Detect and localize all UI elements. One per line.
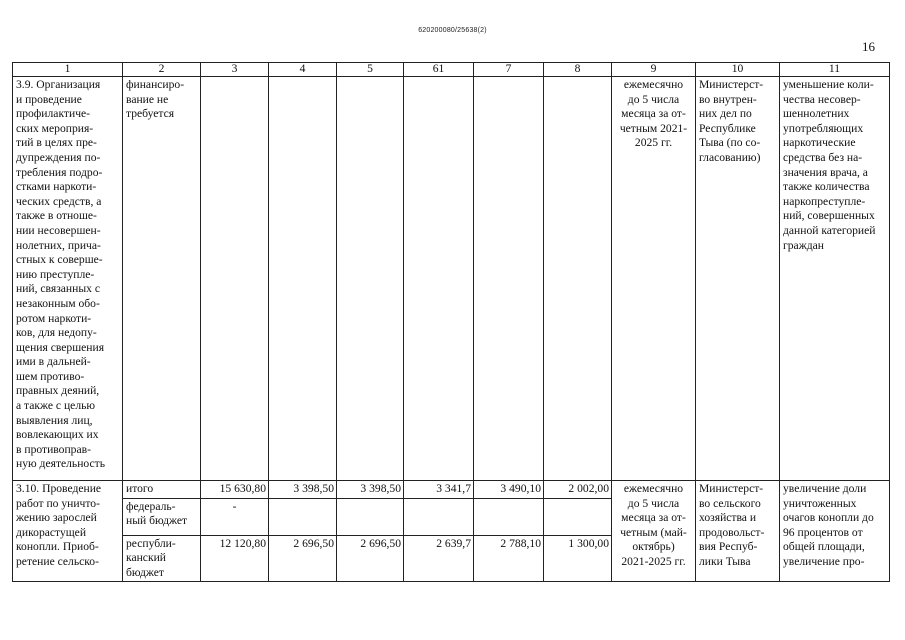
funding-source-cell: республи- канский бюджет [123,535,201,582]
value-cell [404,498,474,535]
col-header-8: 8 [544,63,612,77]
table-row-3-9 [13,77,890,481]
value-cell: - [201,498,269,535]
activity-cell: 3.10. Проведение работ по уничто- жению зарослей дикорастущей конопли. Приоб- ретение сельско- [13,481,123,582]
page-number: 16 [862,39,875,54]
document-id: 620200080/25638(2) [418,27,487,34]
col-header-5: 5 [337,63,404,77]
value-cell: 3 341,7 [404,481,474,499]
value-cell: 3 398,50 [269,481,337,499]
financing-cell: финансиро- вание не требуется [123,77,201,481]
funding-source-cell: итого [123,481,201,499]
value-cell: 3 398,50 [337,481,404,499]
col-header-4: 4 [269,63,337,77]
value-cell [201,77,269,481]
value-cell: 2 639,7 [404,535,474,582]
table-row-3-10-total [13,481,890,499]
col-header-3: 3 [201,63,269,77]
value-cell: 15 630,80 [201,481,269,499]
value-cell [269,498,337,535]
executor-cell: Министерст- во внутрен- них дел по Республике Тыва (по со- гласованию) [696,77,780,481]
result-cell: уменьшение коли- чества несовер- шеннолетних употребляющих наркотические средства без на- значения врача, а также количества наркопреступле- ний, совершенных данной категорией граждан [780,77,890,481]
executor-cell: Министерст- во сельского хозяйства и продовольст- вия Респуб- лики Тыва [696,481,780,582]
value-cell [337,498,404,535]
value-cell [544,77,612,481]
col-header-10: 10 [696,63,780,77]
col-header-9: 9 [612,63,696,77]
value-cell: 1 300,00 [544,535,612,582]
column-header-row [13,63,890,77]
col-header-7: 7 [474,63,544,77]
funding-source-cell: федераль- ный бюджет [123,498,201,535]
deadline-cell: ежемесячно до 5 числа месяца за от- четным 2021- 2025 гг. [612,77,696,481]
deadline-cell: ежемесячно до 5 числа месяца за от- четным (май- октябрь) 2021-2025 гг. [612,481,696,582]
col-header-11: 11 [780,63,890,77]
program-table [12,62,890,582]
col-header-1: 1 [13,63,123,77]
value-cell [474,498,544,535]
value-cell: 2 696,50 [337,535,404,582]
value-cell [337,77,404,481]
col-header-2: 2 [123,63,201,77]
value-cell: 2 788,10 [474,535,544,582]
value-cell: 12 120,80 [201,535,269,582]
result-cell: увеличение доли уничтоженных очагов конопли до 96 процентов от общей площади, увеличение про- [780,481,890,582]
value-cell [269,77,337,481]
activity-cell: 3.9. Организация и проведение профилактиче- ских мероприя- тий в целях пре- дупреждения по- требления подро- стками наркоти- ческих средств, а также в отноше- нии несовершен- нолетних, прича- стных к соверше- нию преступле- ний, связанных с незаконным обо- ротом наркоти- ков, для недопу- щения свершения ими в дальней- шем противо- правных деяний, а также с целью выявления лиц, вовлекающих их в противоправ- ную деятельность [13,77,123,481]
value-cell [544,498,612,535]
value-cell: 3 490,10 [474,481,544,499]
value-cell: 2 696,50 [269,535,337,582]
value-cell [404,77,474,481]
value-cell: 2 002,00 [544,481,612,499]
value-cell [474,77,544,481]
col-header-6: 61 [404,63,474,77]
